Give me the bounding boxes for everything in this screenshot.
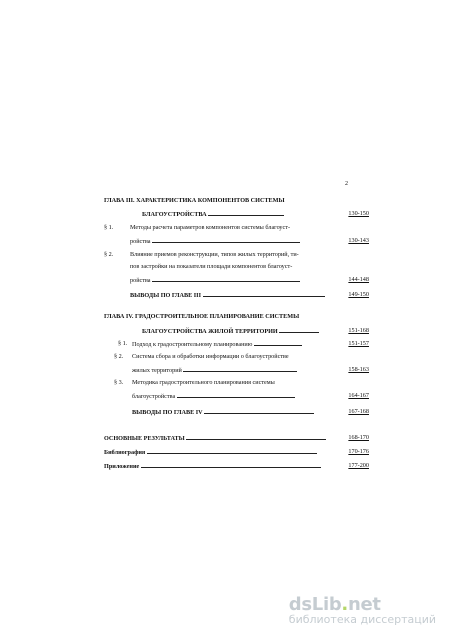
main-results-pages: 168-170 xyxy=(348,434,369,441)
section-3-1-line2: ройства xyxy=(130,238,151,245)
dslib-watermark xyxy=(289,594,436,626)
toc-appendix[interactable] xyxy=(104,462,369,470)
bibliography-pages: 170-176 xyxy=(348,448,369,455)
main-results-label: ОСНОВНЫЕ РЕЗУЛЬТАТЫ xyxy=(104,435,185,442)
leader-line xyxy=(208,210,284,216)
leader-line xyxy=(147,448,317,454)
toc-conclusions-4[interactable] xyxy=(104,408,369,416)
section-number: § 1. xyxy=(118,340,128,347)
logo-dot: . xyxy=(341,594,348,615)
logo-tld: net xyxy=(347,594,381,615)
leader-line xyxy=(183,366,297,372)
conclusions-3-pages: 149-150 xyxy=(348,291,369,298)
section-3-1-pages: 130-143 xyxy=(348,237,369,244)
section-number: § 3. xyxy=(114,379,124,386)
leader-line xyxy=(204,408,314,414)
toc-main-results[interactable] xyxy=(104,434,369,442)
section-3-2-line2: пов застройки на показатели площади компонентов благоуст- xyxy=(130,263,293,270)
conclusions-4-label: ВЫВОДЫ ПО ГЛАВЕ IV xyxy=(132,409,203,416)
conclusions-4-pages: 167-168 xyxy=(348,408,369,415)
section-4-2-line2: жилых территорий xyxy=(132,367,182,374)
leader-line xyxy=(279,327,319,333)
section-4-3-pages: 164-167 xyxy=(348,392,369,399)
leader-line xyxy=(141,462,321,468)
toc-section-4-1[interactable] xyxy=(104,340,369,348)
leader-line xyxy=(186,434,326,440)
section-number: § 2. xyxy=(114,353,124,360)
logo-main: dsLib xyxy=(288,594,342,615)
leader-line xyxy=(177,392,295,398)
leader-line xyxy=(203,291,325,297)
conclusions-3-label: ВЫВОДЫ ПО ГЛАВЕ III xyxy=(130,292,201,299)
leader-line xyxy=(152,276,300,282)
section-4-1-line1: Подход к градостроительному планированию xyxy=(132,341,253,348)
section-4-3-line1: Методика градостроительного планирования системы xyxy=(132,379,275,386)
chapter-3-title-line2: БЛАГОУСТРОЙСТВА xyxy=(142,211,207,218)
section-number: § 1. xyxy=(104,224,114,231)
dslib-subtitle: библиотека диссертаций xyxy=(288,613,436,626)
toc-conclusions-3[interactable] xyxy=(104,291,369,299)
section-4-1-pages: 151-157 xyxy=(348,340,369,347)
section-number: § 2. xyxy=(104,251,114,258)
section-4-2-line1: Система сбора и обработки информации о благоустройстве xyxy=(132,353,289,360)
chapter-3-title-line1: ГЛАВА III. ХАРАКТЕРИСТИКА КОМПОНЕНТОВ СИСТЕМЫ xyxy=(104,197,285,204)
dslib-logo xyxy=(289,594,436,615)
section-3-2-line3: ройства xyxy=(130,277,151,284)
bibliography-label: Библиография xyxy=(104,449,146,456)
toc-chapter-3[interactable] xyxy=(104,197,369,204)
chapter-4-title-line2: БЛАГОУСТРОЙСТВА ЖИЛОЙ ТЕРРИТОРИИ xyxy=(142,328,278,335)
page-number: 2 xyxy=(345,181,348,187)
leader-line xyxy=(254,340,302,346)
chapter-3-pages: 130-150 xyxy=(348,210,369,217)
toc-bibliography[interactable] xyxy=(104,448,369,456)
section-3-1-line1: Методы расчета параметров компонентов системы благоуст- xyxy=(130,224,291,231)
leader-line xyxy=(152,237,300,243)
section-4-2-pages: 158-163 xyxy=(348,366,369,373)
appendix-label: Приложение xyxy=(104,463,140,470)
section-3-2-pages: 144-148 xyxy=(348,276,369,283)
appendix-pages: 177-200 xyxy=(348,462,369,469)
chapter-4-pages: 151-168 xyxy=(348,327,369,334)
section-4-3-line2: благоустройства xyxy=(132,393,176,400)
chapter-4-title-line1: ГЛАВА IV. ГРАДОСТРОИТЕЛЬНОЕ ПЛАНИРОВАНИЕ СИСТЕМЫ xyxy=(104,313,300,320)
toc-chapter-4[interactable] xyxy=(104,313,369,320)
section-3-2-line1: Влияние приемов реконструкции, типов жилых территорий, ти- xyxy=(130,251,299,258)
